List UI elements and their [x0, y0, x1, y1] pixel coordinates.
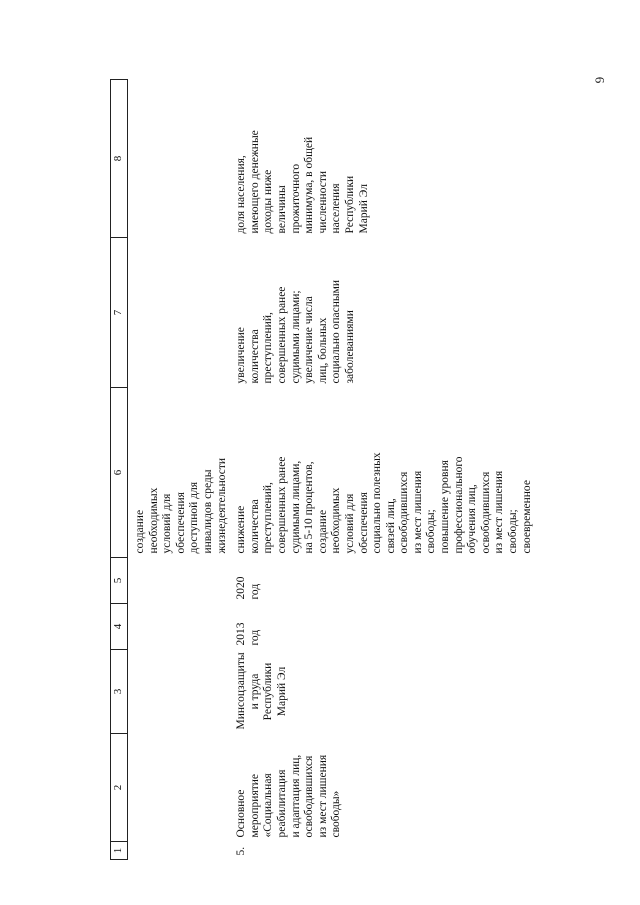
header-col-5: 5 — [111, 558, 128, 604]
header-col-4: 4 — [111, 604, 128, 650]
measure-name — [229, 734, 534, 842]
text-line: прожиточного — [289, 163, 302, 234]
continuation-row — [128, 80, 230, 860]
text-line: лиц, больных — [316, 317, 329, 384]
text-line: из мест лишения — [411, 470, 424, 554]
text-line: количества — [248, 329, 261, 384]
text-line: Республики — [343, 175, 356, 234]
header-col-2: 2 — [111, 734, 128, 842]
text-line: обеспечения — [357, 492, 370, 554]
text-line: освободившихся — [303, 755, 316, 838]
text-line: заболеваниями — [343, 310, 356, 384]
text-line: снижение — [235, 505, 248, 554]
responsible-executor — [229, 650, 534, 734]
row-number: 5. — [235, 846, 248, 856]
text-line: обеспечения — [174, 492, 187, 554]
expected-result — [229, 388, 534, 558]
text-line: связей лиц, — [384, 498, 397, 554]
text-line: жизнедеятельности — [215, 457, 228, 554]
text-line: профессионального — [452, 456, 465, 554]
text-line: Минсоцзащиты — [235, 652, 248, 730]
text-line: освободившихся — [398, 471, 411, 554]
header-col-1: 1 — [111, 842, 128, 860]
page-number: 6 — [592, 76, 608, 84]
text-line: социально полезных — [371, 452, 384, 554]
text-line: освободившихся — [479, 471, 492, 554]
rotated-table-sheet — [110, 80, 600, 860]
text-line: инвалидов среды — [201, 469, 214, 554]
non-implementation-consequences — [229, 238, 534, 388]
text-line: создание — [316, 509, 329, 554]
start-year: 2013 год — [235, 622, 261, 646]
text-line: создание — [134, 509, 146, 554]
text-line: из мест лишения — [316, 754, 329, 838]
header-col-8: 8 — [111, 80, 128, 238]
text-line: совершенных ранее — [275, 456, 288, 554]
text-line: из мест лишения — [493, 470, 506, 554]
text-line: необходимых — [147, 487, 160, 554]
indicator-link — [229, 80, 534, 238]
text-line: реабилитация — [275, 769, 288, 838]
text-line: преступлений, — [262, 312, 275, 384]
text-line: увеличение числа — [303, 296, 316, 384]
text-line: численности — [316, 170, 329, 234]
text-line: количества — [248, 499, 261, 554]
text-line: повышение уровня — [439, 460, 452, 554]
text-line: свободы» — [330, 790, 343, 838]
text-line: и труда — [248, 673, 261, 710]
text-line: доля населения, — [235, 155, 248, 234]
text-line: мероприятие — [248, 773, 261, 838]
text-line: увеличение — [235, 327, 248, 384]
text-line: Марий Эл — [357, 184, 370, 234]
text-line: судимыми лицами, — [289, 460, 302, 554]
text-line: доступной для — [188, 481, 201, 554]
text-line: величины — [275, 185, 288, 234]
text-line: преступлений, — [262, 482, 275, 554]
text-line: имеющего денежные — [248, 130, 261, 234]
text-line: необходимых — [330, 487, 343, 554]
text-line: обучения лиц, — [466, 484, 479, 554]
text-line: доходы ниже — [262, 169, 275, 234]
continuation-col6 — [128, 388, 230, 558]
program-table — [110, 79, 534, 860]
text-line: и адаптация лиц, — [289, 754, 302, 838]
text-line: своевременное — [520, 480, 533, 554]
text-line: «Социальная — [262, 773, 275, 838]
text-line: социально опасными — [330, 279, 343, 384]
table-row — [229, 80, 534, 860]
text-line: Марий Эл — [275, 666, 288, 717]
text-line: населения — [330, 183, 343, 234]
header-col-7: 7 — [111, 238, 128, 388]
text-line: на 5-10 процентов, — [303, 461, 316, 554]
header-row — [111, 80, 128, 860]
text-line: свободы; — [425, 509, 438, 554]
text-line: совершенных ранее — [275, 286, 288, 384]
header-col-3: 3 — [111, 650, 128, 734]
text-line: условий для — [161, 493, 174, 554]
text-line: минимума, в общей — [303, 136, 316, 234]
text-line: свободы; — [507, 509, 520, 554]
end-year: 2020 год — [235, 576, 261, 600]
text-line: Основное — [235, 789, 248, 838]
text-line: условий для — [343, 493, 356, 554]
text-line: судимыми лицами; — [289, 290, 302, 384]
header-col-6: 6 — [111, 388, 128, 558]
text-line: Республики — [262, 662, 275, 721]
